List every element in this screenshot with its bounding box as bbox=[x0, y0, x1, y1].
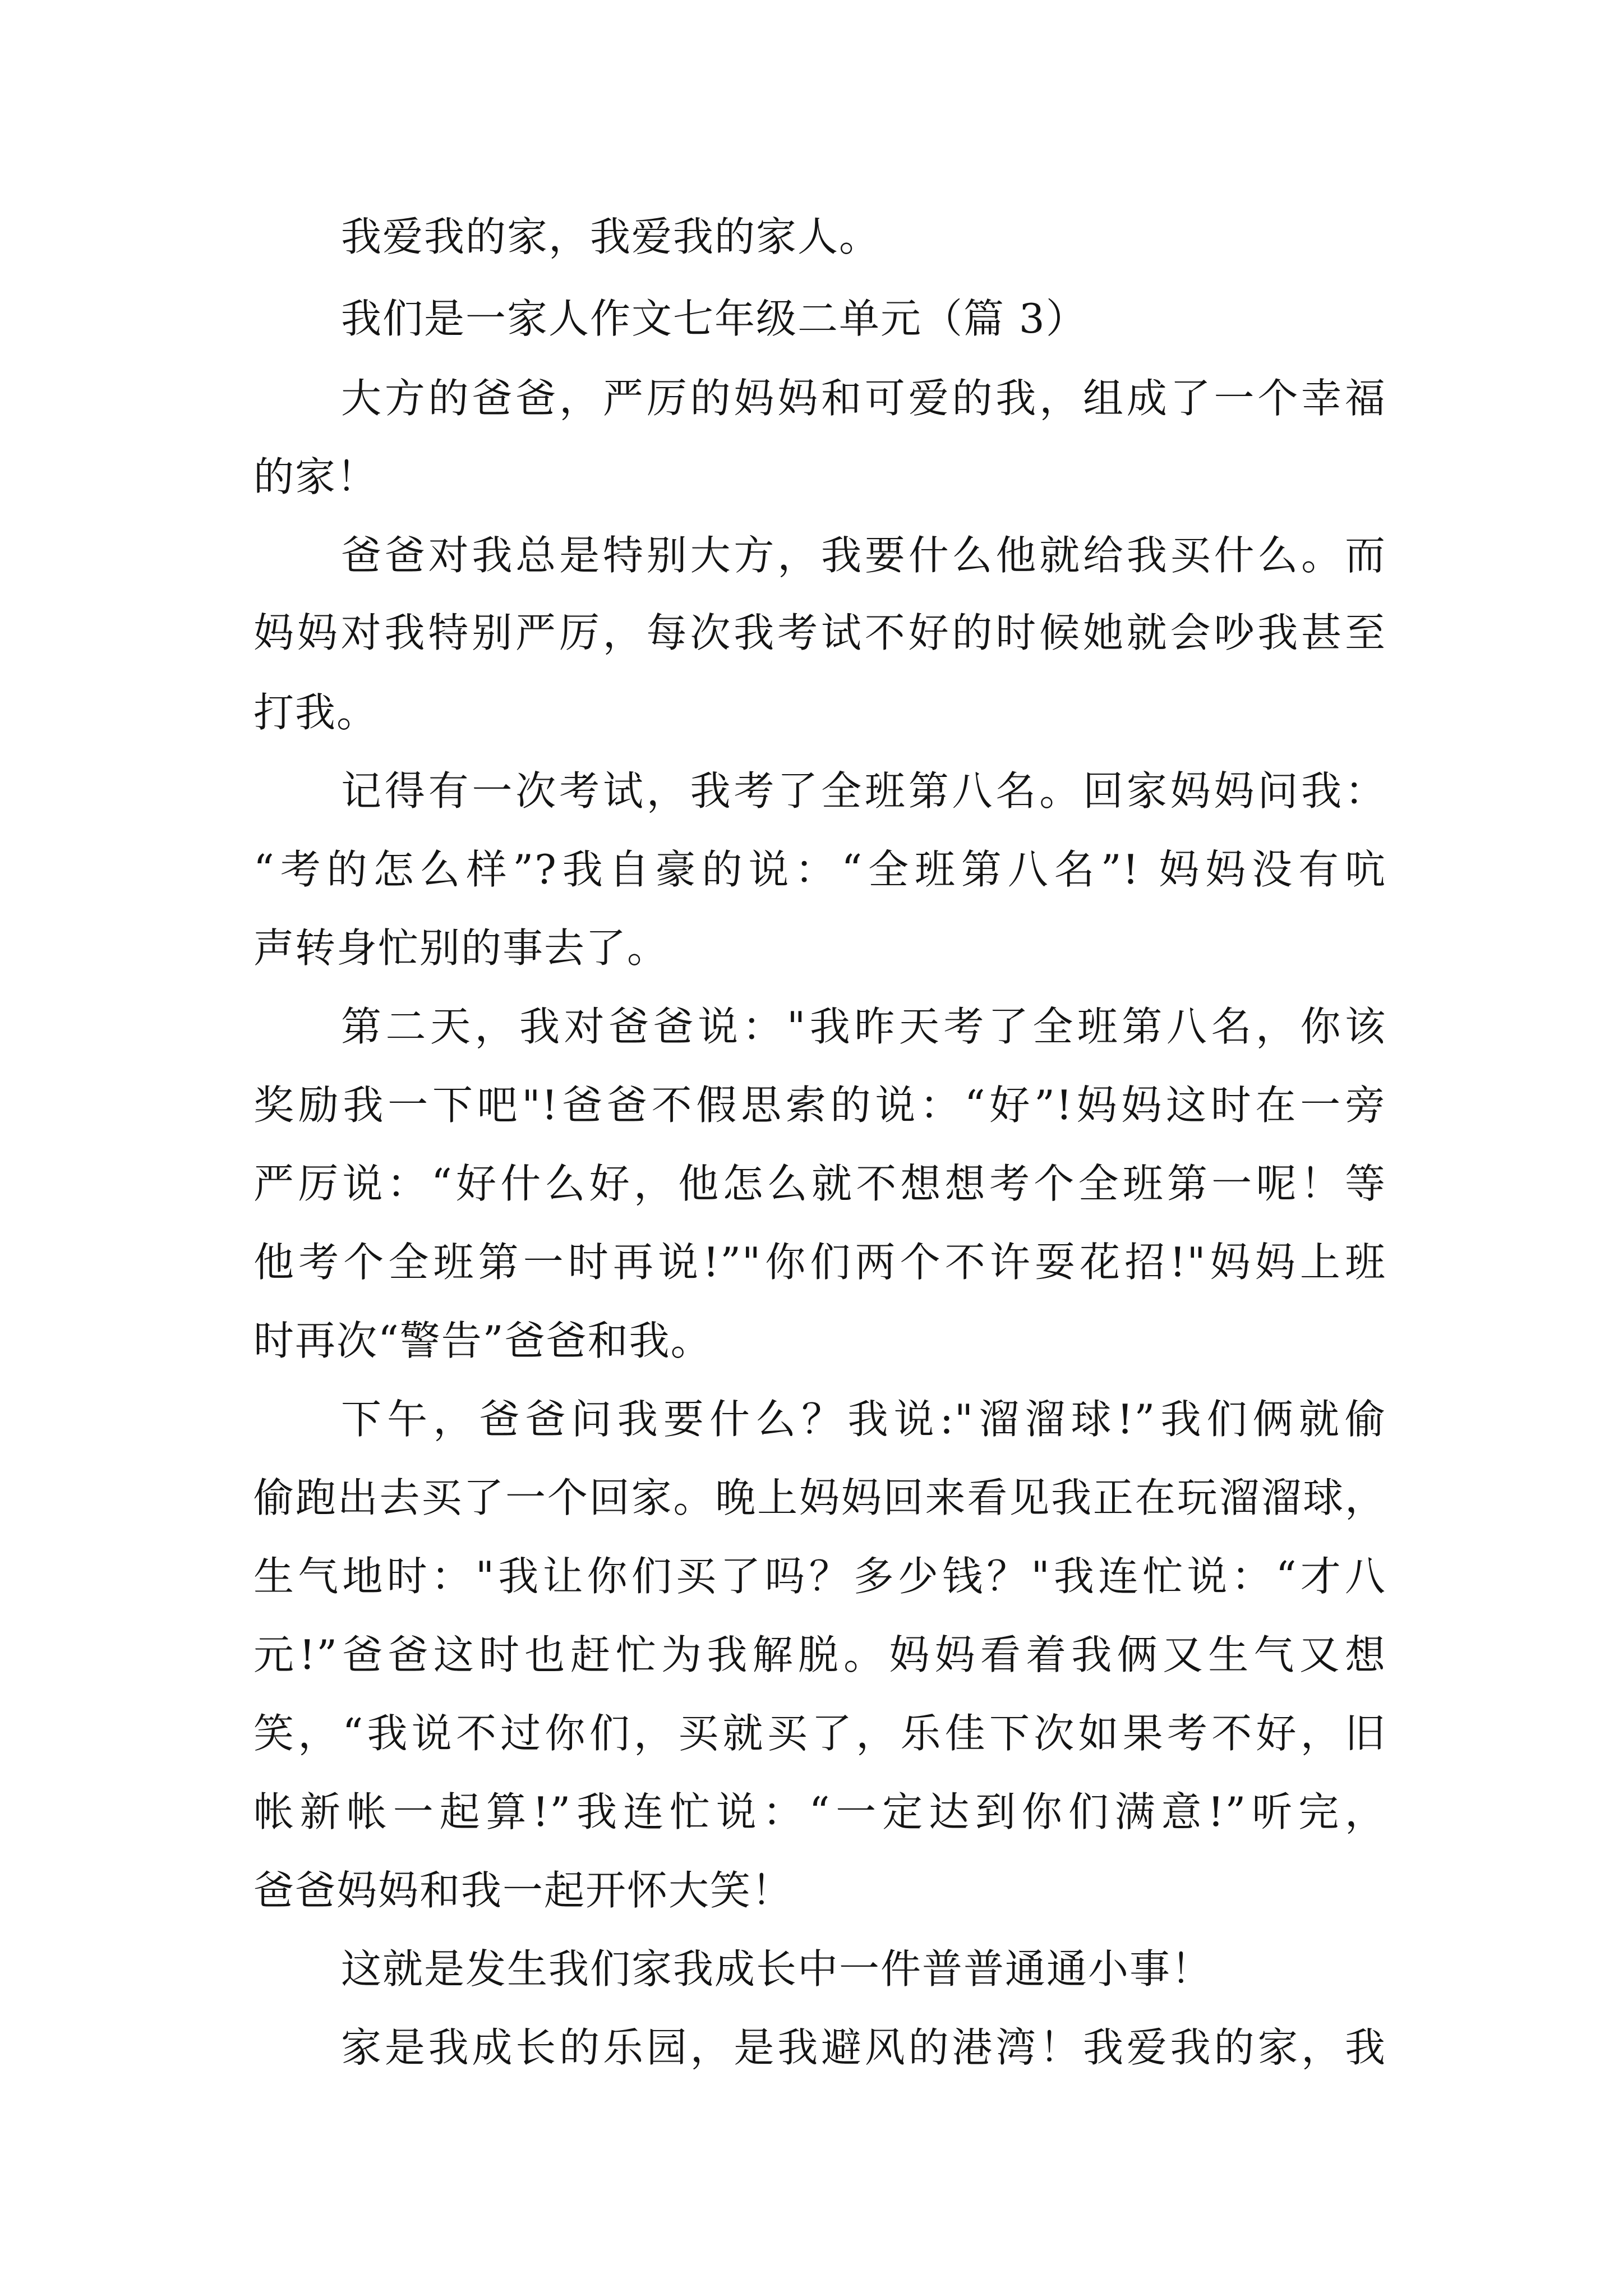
text-line-13: 严厉说：“好什么好，他怎么就不想想考个全班第一呢！等 bbox=[253, 1160, 1386, 1207]
text-line-1: 我爱我的家，我爱我的家人。 bbox=[341, 213, 881, 260]
text-line-11: 第二天，我对爸爸说："我昨天考了全班第八名，你该 bbox=[341, 1003, 1386, 1050]
text-line-20: 笑，“我说不过你们，买就买了，乐佳下次如果考不好，旧 bbox=[253, 1710, 1386, 1757]
text-line-8: 记得有一次考试，我考了全班第八名。回家妈妈问我： bbox=[341, 767, 1386, 815]
text-line-14: 他考个全班第一时再说!”"你们两个不许耍花招!"妈妈上班 bbox=[253, 1239, 1386, 1286]
section-title: 我们是一家人作文七年级二单元（篇 3） bbox=[341, 295, 1087, 342]
text-line-21: 帐新帐一起算!”我连忙说：“一定达到你们满意!”听完， bbox=[253, 1788, 1386, 1835]
text-line-9: “考的怎么样”?我自豪的说：“全班第八名”! 妈妈没有吭 bbox=[253, 846, 1386, 893]
text-line-6: 妈妈对我特别严厉，每次我考试不好的时候她就会吵我甚至 bbox=[253, 609, 1386, 656]
text-line-17: 偷跑出去买了一个回家。晚上妈妈回来看见我正在玩溜溜球， bbox=[253, 1474, 1386, 1521]
text-line-24: 家是我成长的乐园，是我避风的港湾！我爱我的家，我 bbox=[341, 2024, 1386, 2071]
text-line-3: 大方的爸爸，严厉的妈妈和可爱的我，组成了一个幸福 bbox=[341, 375, 1386, 422]
text-line-15: 时再次“警告”爸爸和我。 bbox=[253, 1317, 712, 1364]
text-line-23: 这就是发生我们家我成长中一件普普通通小事！ bbox=[341, 1945, 1213, 1993]
text-line-12: 奖励我一下吧"!爸爸不假思索的说：“好”!妈妈这时在一旁 bbox=[253, 1082, 1386, 1129]
text-line-10: 声转身忙别的事去了。 bbox=[253, 924, 669, 972]
text-line-16: 下午，爸爸问我要什么？我说:"溜溜球!”我们俩就偷 bbox=[341, 1396, 1386, 1443]
text-line-5: 爸爸对我总是特别大方，我要什么他就给我买什么。而 bbox=[341, 532, 1386, 579]
text-line-4: 的家！ bbox=[253, 453, 379, 500]
text-line-7: 打我。 bbox=[253, 689, 379, 736]
text-line-22: 爸爸妈妈和我一起开怀大笑！ bbox=[253, 1867, 794, 1914]
text-line-19: 元!”爸爸这时也赶忙为我解脱。妈妈看着我俩又生气又想 bbox=[253, 1631, 1386, 1678]
text-line-18: 生气地时："我让你们买了吗？多少钱？"我连忙说：“才八 bbox=[253, 1553, 1386, 1600]
